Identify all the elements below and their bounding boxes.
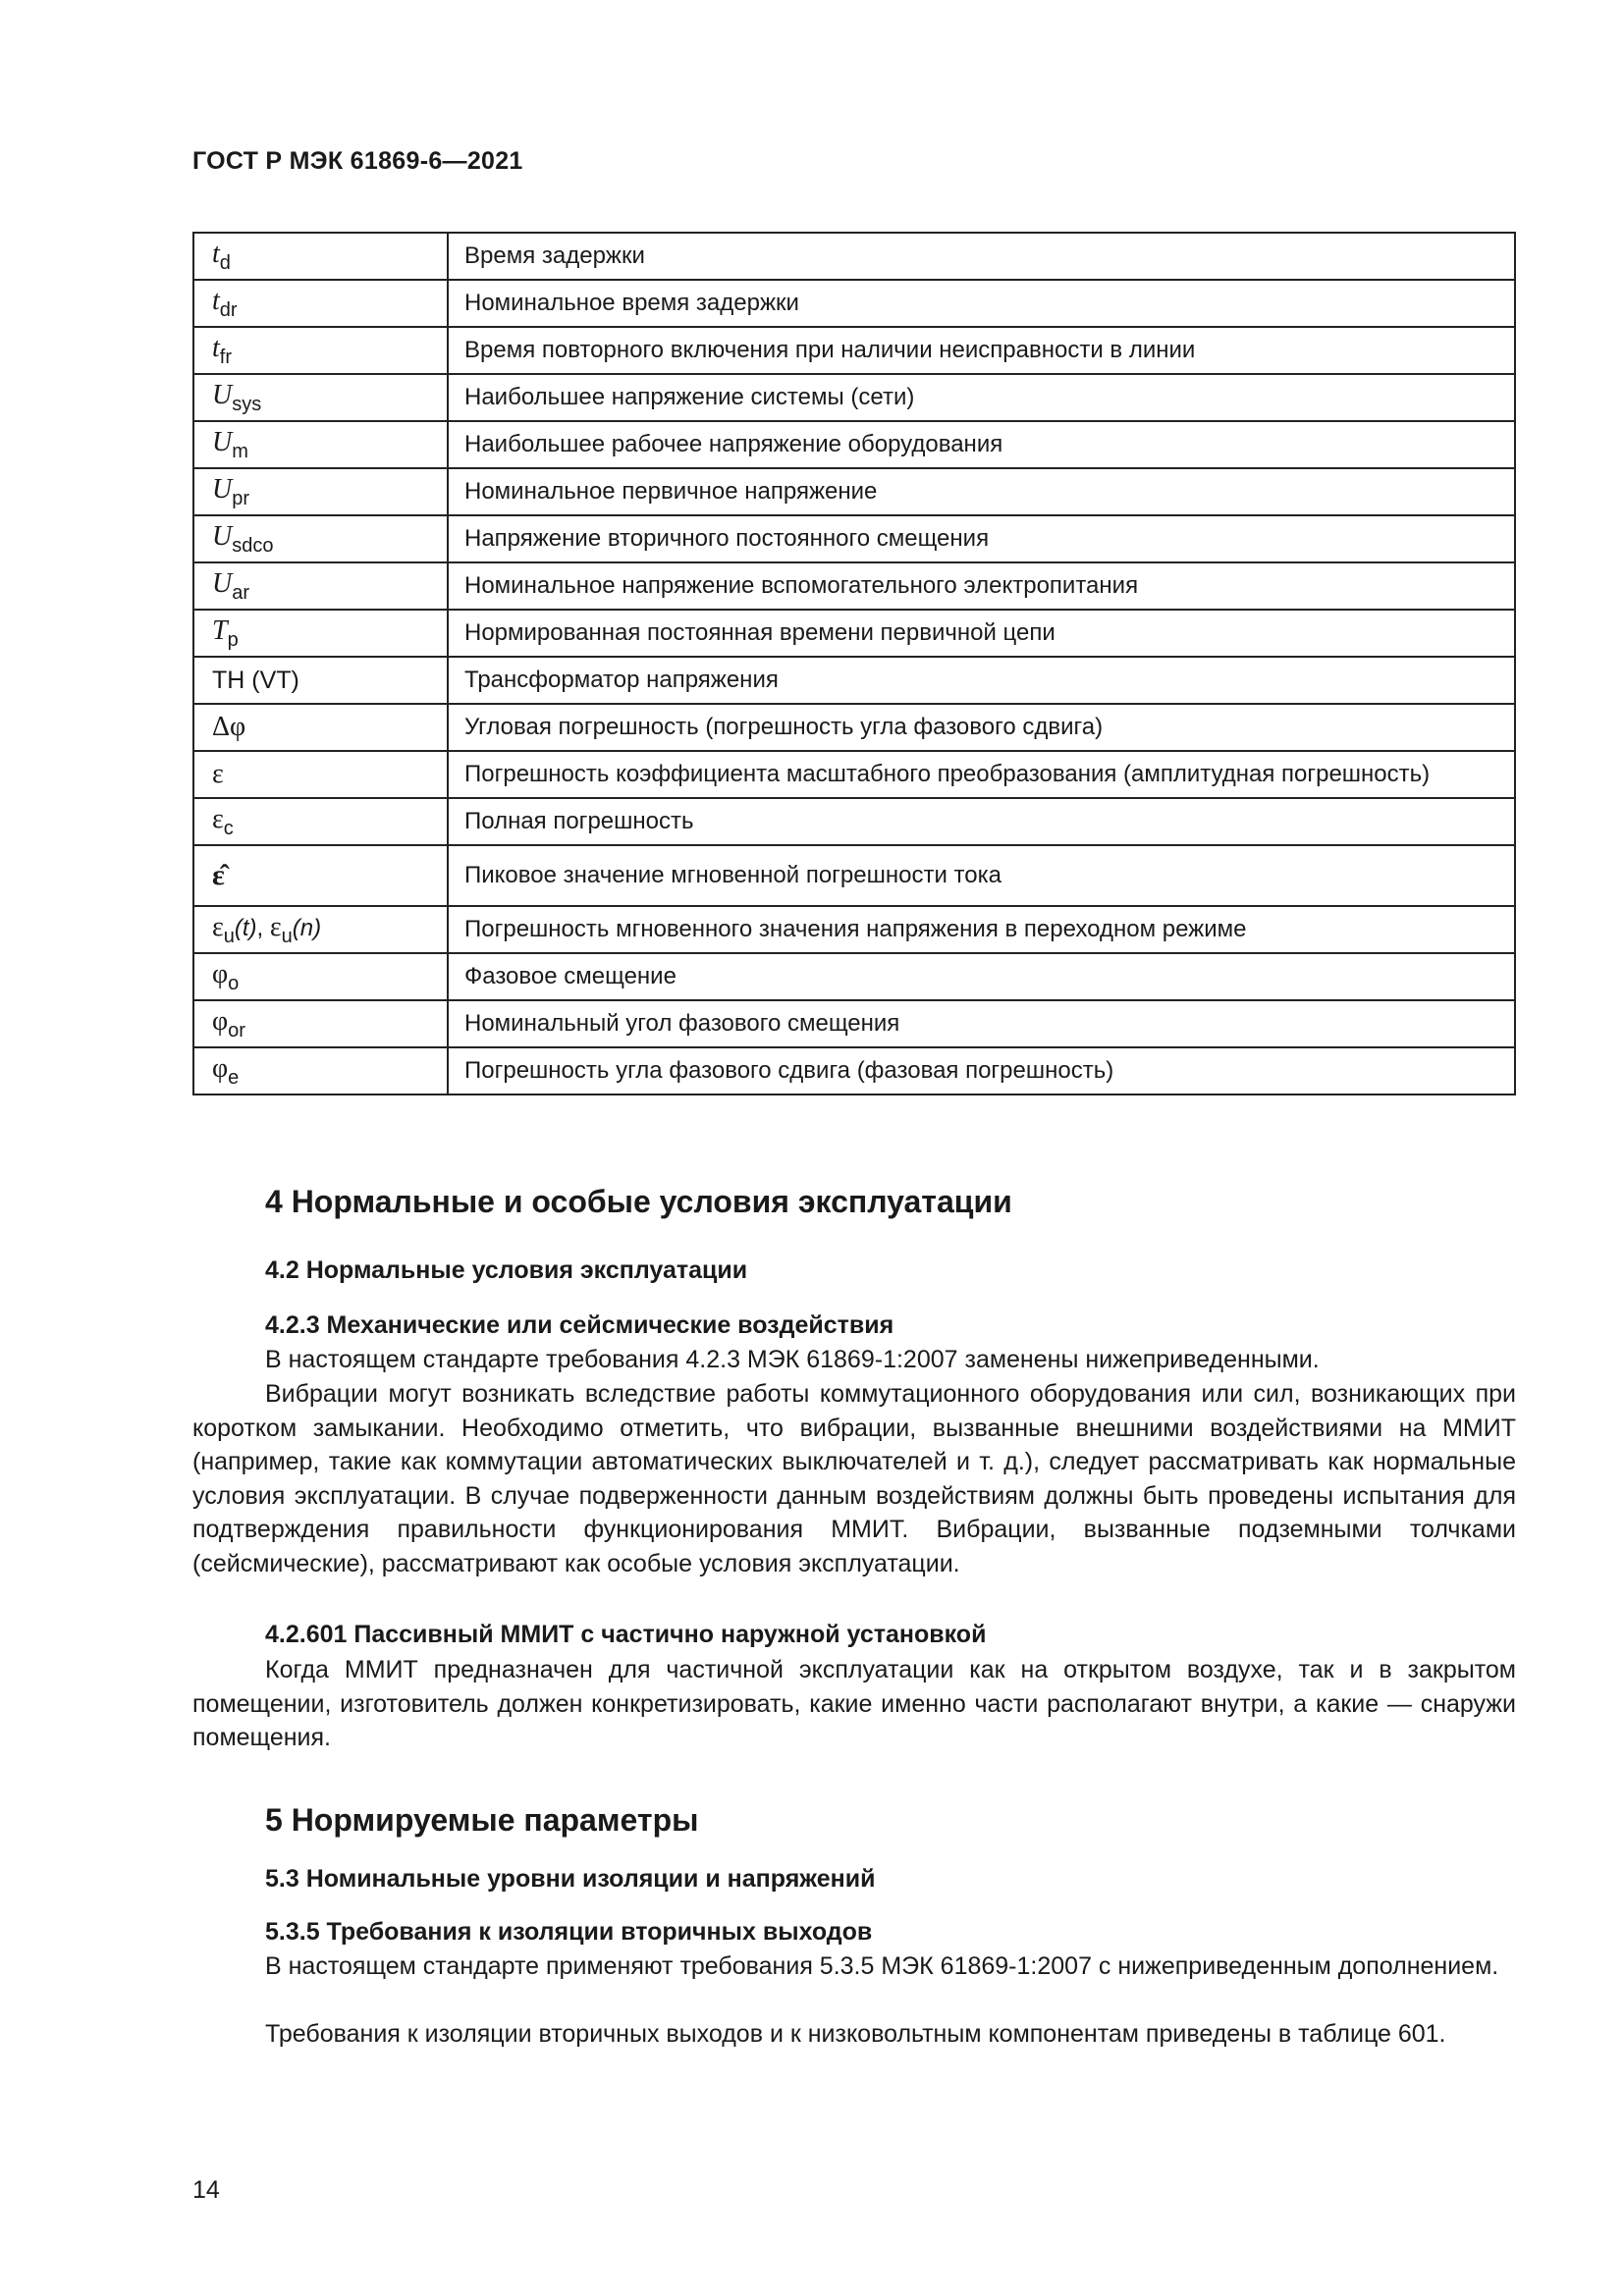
page-number: 14 [192,2176,220,2204]
symbol-base: ε [212,911,224,942]
symbol-cell [193,280,448,327]
symbol-cell [193,953,448,1000]
symbol-cell [193,562,448,610]
table-row [193,280,1515,327]
symbol-base: φ [212,1052,229,1084]
definition-cell: Нормированная постоянная времени первичной цепи [448,610,1515,657]
subsection-4-2-heading: 4.2 Нормальные условия эксплуатации [265,1256,748,1284]
symbol-subscript: p [227,628,239,651]
symbol-text: ТН (VT) [212,667,299,694]
symbol-cell [193,421,448,468]
table-row [193,704,1515,751]
symbol-base: φ [212,958,229,989]
symbol-cell [193,327,448,374]
symbol-argument: (n) [292,914,322,941]
definition-cell: Номинальное первичное напряжение [448,468,1515,515]
table-row [193,374,1515,421]
table-row [193,327,1515,374]
definition-cell: Погрешность угла фазового сдвига (фазовая погрешность) [448,1047,1515,1095]
section-5-heading: 5 Нормируемые параметры [265,1802,699,1838]
symbol-cell [193,468,448,515]
definition-cell: Номинальное время задержки [448,280,1515,327]
symbol-separator: , [256,914,270,941]
symbol-cell [193,798,448,845]
table-row [193,515,1515,562]
subsection-4-2-3-heading: 4.2.3 Механические или сейсмические воздействия [265,1311,894,1339]
symbol-base: U [212,473,233,505]
paragraph-4-2-3-vibrations: Вибрации могут возникать вследствие работы коммутационного оборудования или сил, возникающих при коротком замыкании. Необходимо отметить, что вибрации, вызванные внешними воздействиями на ММИТ (например, такие как коммутации автоматических выключателей и т. д.), следует рассматривать как нормальные условия эксплуатации. В случае подверженности данным воздействиям должны быть проведены испытания для подтверждения правильности функционирования ММИТ. Вибрации, вызванные подземными толчками (сейсмические), рассматривают как особые условия эксплуатации. [192,1380,1516,1577]
table-row [193,1047,1515,1095]
symbol-base: U [212,520,233,552]
symbol-cell [193,1047,448,1095]
symbol-cell [193,374,448,421]
table-row [193,233,1515,280]
definition-cell: Время задержки [448,233,1515,280]
symbol-subscript: or [228,1019,245,1041]
symbol-subscript: pr [232,487,250,509]
symbol-subscript: sdco [232,534,274,557]
symbol-subscript: o [228,972,240,994]
symbol-cell [193,1000,448,1047]
symbol-cell [193,515,448,562]
symbol-base: ε [212,759,224,789]
symbol-cell [193,610,448,657]
symbol-subscript: sys [232,393,262,415]
symbol-subscript: c [223,817,234,839]
table-row [193,751,1515,798]
document-header: ГОСТ Р МЭК 61869-6—2021 [192,147,523,175]
symbol-subscript: e [228,1066,240,1089]
paragraph-4-2-3-intro: В настоящем стандарте требования 4.2.3 МЭК 61869-1:2007 заменены нижеприведенными. [265,1346,1320,1373]
symbol-cell [193,845,448,906]
symbol-base: ε [269,911,282,942]
table-row [193,798,1515,845]
symbol-base: T [212,614,228,646]
symbol-cell [193,657,448,704]
symbol-base: t [212,285,220,316]
table-row [193,1000,1515,1047]
symbol-subscript: u [223,925,235,947]
symbol-subscript: dr [219,298,238,321]
symbol-argument: (t) [234,914,257,941]
table-row [193,953,1515,1000]
definition-cell: Погрешность мгновенного значения напряжения в переходном режиме [448,906,1515,953]
symbol-cell [193,751,448,798]
symbol-subscript: fr [219,346,232,368]
paragraph-5-3-5-intro: В настоящем стандарте применяют требования 5.3.5 МЭК 61869-1:2007 с нижеприведенным дополнением. [265,1952,1499,1980]
definition-cell: Пиковое значение мгновенной погрешности тока [448,845,1515,906]
section-4-heading: 4 Нормальные и особые условия эксплуатации [265,1184,1012,1219]
table-row [193,906,1515,953]
table-row [193,845,1515,906]
definition-cell: Наибольшее напряжение системы (сети) [448,374,1515,421]
symbol-cell [193,906,448,953]
definition-cell: Трансформатор напряжения [448,657,1515,704]
symbol-base: t [212,238,220,269]
table-row [193,562,1515,610]
symbol-base: ε [212,803,224,834]
definition-cell: Номинальное напряжение вспомогательного электропитания [448,562,1515,610]
symbol-base: φ [212,1005,229,1037]
symbol-subscript: d [219,251,231,274]
definition-cell: Полная погрешность [448,798,1515,845]
subsection-4-2-601-heading: 4.2.601 Пассивный ММИТ с частично наружной установкой [265,1621,987,1648]
definition-cell: Напряжение вторичного постоянного смещения [448,515,1515,562]
table-row [193,657,1515,704]
definition-cell: Фазовое смещение [448,953,1515,1000]
symbol-cell [193,704,448,751]
symbol-subscript: u [281,925,293,947]
subsection-5-3-heading: 5.3 Номинальные уровни изоляции и напряжений [265,1865,876,1893]
symbol-base: U [212,379,233,410]
symbols-table [192,232,1516,1095]
table-row [193,610,1515,657]
paragraph-4-2-601: Когда ММИТ предназначен для частичной эксплуатации как на открытом воздухе, так и в закрытом помещении, изготовитель должен конкретизировать, какие именно части располагают внутри, а какие — снаружи помещения. [192,1656,1516,1752]
subsection-5-3-5-heading: 5.3.5 Требования к изоляции вторичных выходов [265,1918,873,1946]
definition-cell: Наибольшее рабочее напряжение оборудования [448,421,1515,468]
paragraph-5-3-5-table-ref: Требования к изоляции вторичных выходов и к низковольтным компонентам приведены в таблице 601. [265,2020,1446,2048]
table-row [193,468,1515,515]
symbol-base: ε̂ [212,859,225,891]
symbol-base: U [212,426,233,457]
symbol-base: U [212,567,233,599]
definition-cell: Угловая погрешность (погрешность угла фазового сдвига) [448,704,1515,751]
definition-cell: Номинальный угол фазового смещения [448,1000,1515,1047]
symbol-base: t [212,332,220,363]
symbol-cell [193,233,448,280]
definition-cell: Время повторного включения при наличии неисправности в линии [448,327,1515,374]
table-row [193,421,1515,468]
symbol-subscript: ar [232,581,250,604]
symbol-subscript: m [232,440,248,462]
definition-cell: Погрешность коэффициента масштабного преобразования (амплитудная погрешность) [448,751,1515,798]
symbol-base: Δφ [212,712,246,742]
